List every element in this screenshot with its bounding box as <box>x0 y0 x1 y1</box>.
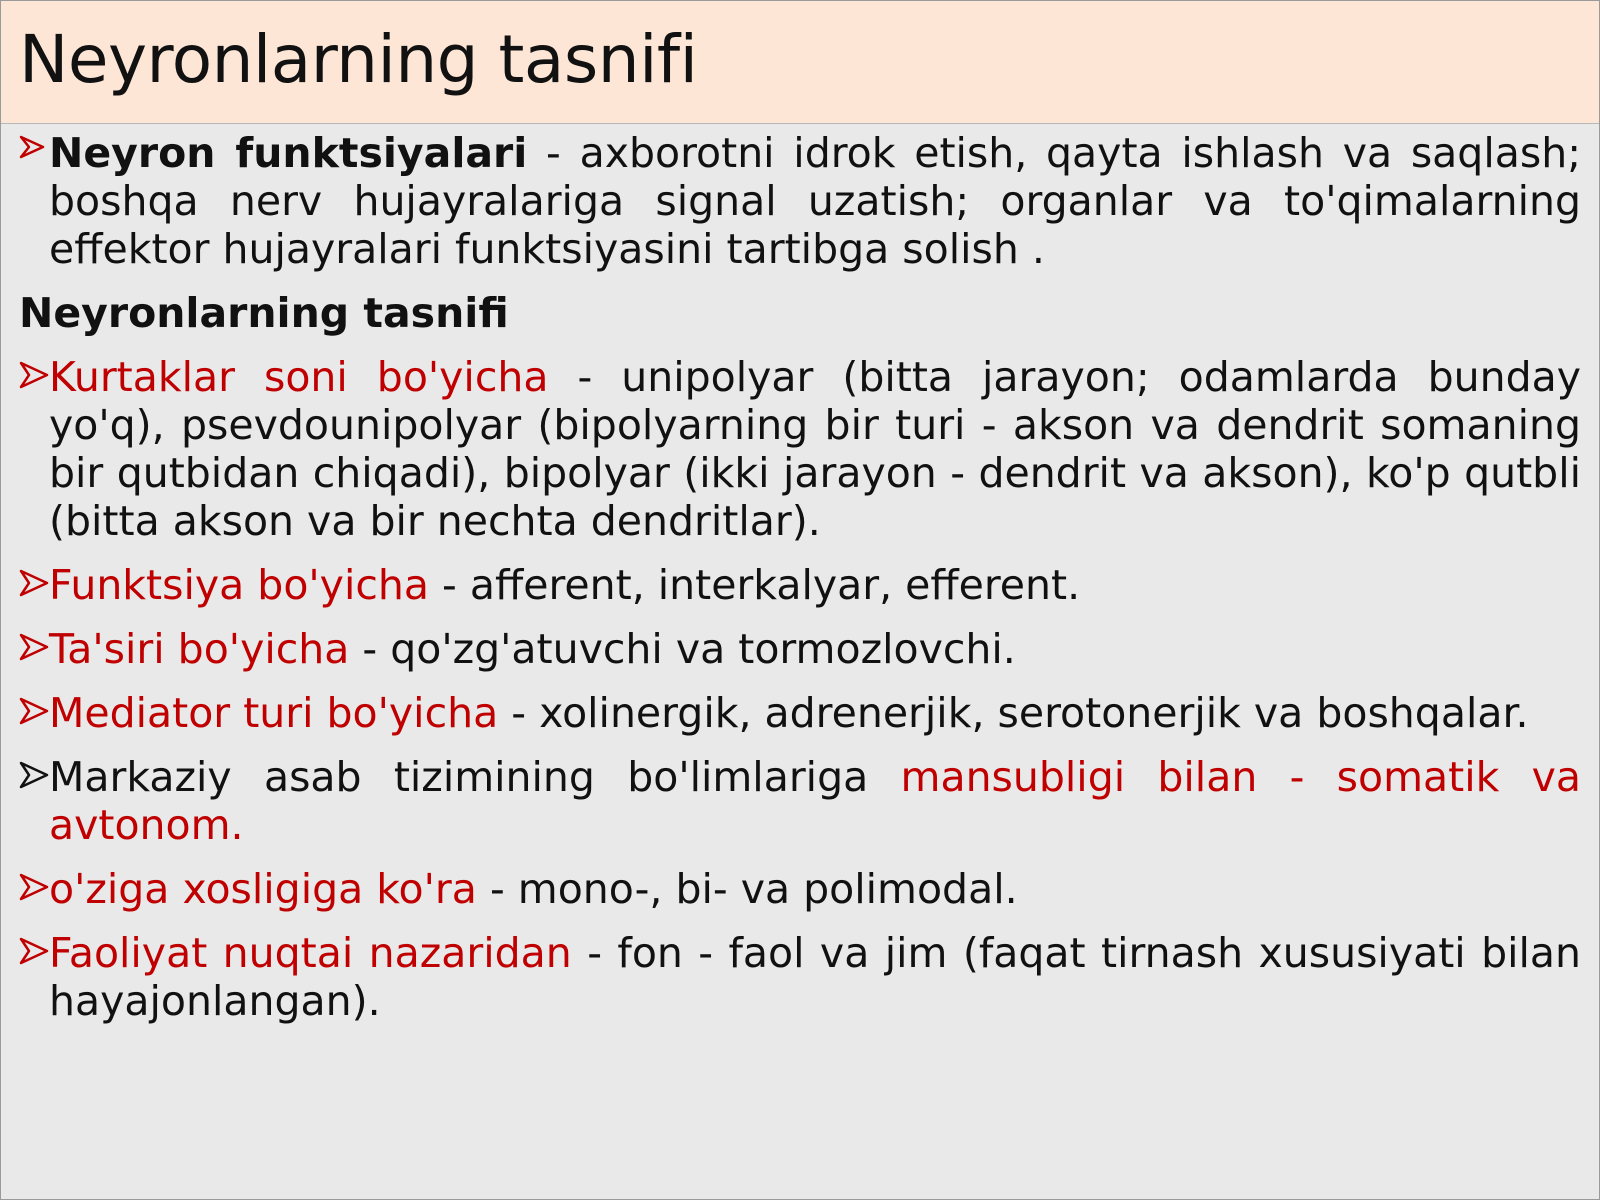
bullet-text: - fon - faol va jim (faqat tirnash xususiyati bilan hayajonlangan). <box>49 929 1581 1025</box>
slide-title: Neyronlarning tasnifi <box>19 21 698 98</box>
bullet-item <box>19 865 1581 913</box>
bullet-item <box>19 929 1581 1025</box>
section-subheading: Neyronlarning tasnifi <box>19 289 509 337</box>
bullet-term: Funktsiya bo'yicha <box>49 561 429 609</box>
arrowhead-bullet-icon <box>19 131 49 167</box>
bullet-text: - axborotni idrok etish, qayta ishlash va saqlash; boshqa nerv hujayralariga signal uzatish; organlar va to'qimalarning effektor hujayralari funktsiyasini tartibga solish . <box>49 129 1582 273</box>
bullet-item <box>19 561 1581 609</box>
bullet-term: Kurtaklar soni bo'yicha <box>49 353 549 401</box>
arrowhead-bullet-icon <box>19 567 49 603</box>
slide-body <box>19 129 1581 1041</box>
bullet-text: - xolinergik, adrenerjik, serotonerjik va boshqalar. <box>498 689 1529 737</box>
bullet-term: Mediator turi bo'yicha <box>49 689 499 737</box>
bullet-text: - mono-, bi- va polimodal. <box>476 865 1018 913</box>
bullet-term: Ta'siri bo'yicha <box>49 625 350 673</box>
bullet-item <box>19 753 1581 849</box>
arrowhead-bullet-icon <box>19 935 49 971</box>
arrowhead-bullet-icon <box>19 871 49 907</box>
arrowhead-bullet-icon <box>19 759 49 795</box>
bullet-neuron-functions <box>19 129 1581 273</box>
bullet-text: - afferent, interkalyar, efferent. <box>429 561 1081 609</box>
arrowhead-bullet-icon <box>19 631 49 667</box>
bullet-text: - unipolyar (bitta jarayon; odamlarda bunday yo'q), psevdounipolyar (bipolyarning bir turi - akson va dendrit somaning bir qutbidan chiqadi), bipolyar (ikki jarayon - dendrit va akson), ko'p qutbli (bitta akson va bir nechta dendritlar). <box>49 353 1581 545</box>
bullet-text: Markaziy asab tizimining bo'limlariga <box>49 753 901 801</box>
bullet-item <box>19 689 1581 737</box>
bullet-text: - qo'zg'atuvchi va tormozlovchi. <box>349 625 1016 673</box>
bullet-term: mansubligi bilan - somatik va avtonom. <box>49 753 1581 849</box>
bullet-item <box>19 625 1581 673</box>
bullet-term: o'ziga xosligiga ko'ra <box>49 865 477 913</box>
bullet-term: Neyron funktsiyalari <box>49 129 528 177</box>
bullet-item <box>19 353 1581 545</box>
bullet-term: Faoliyat nuqtai nazaridan <box>49 929 572 977</box>
arrowhead-bullet-icon <box>19 359 49 395</box>
arrowhead-bullet-icon <box>19 695 49 731</box>
title-bar <box>1 1 1599 124</box>
